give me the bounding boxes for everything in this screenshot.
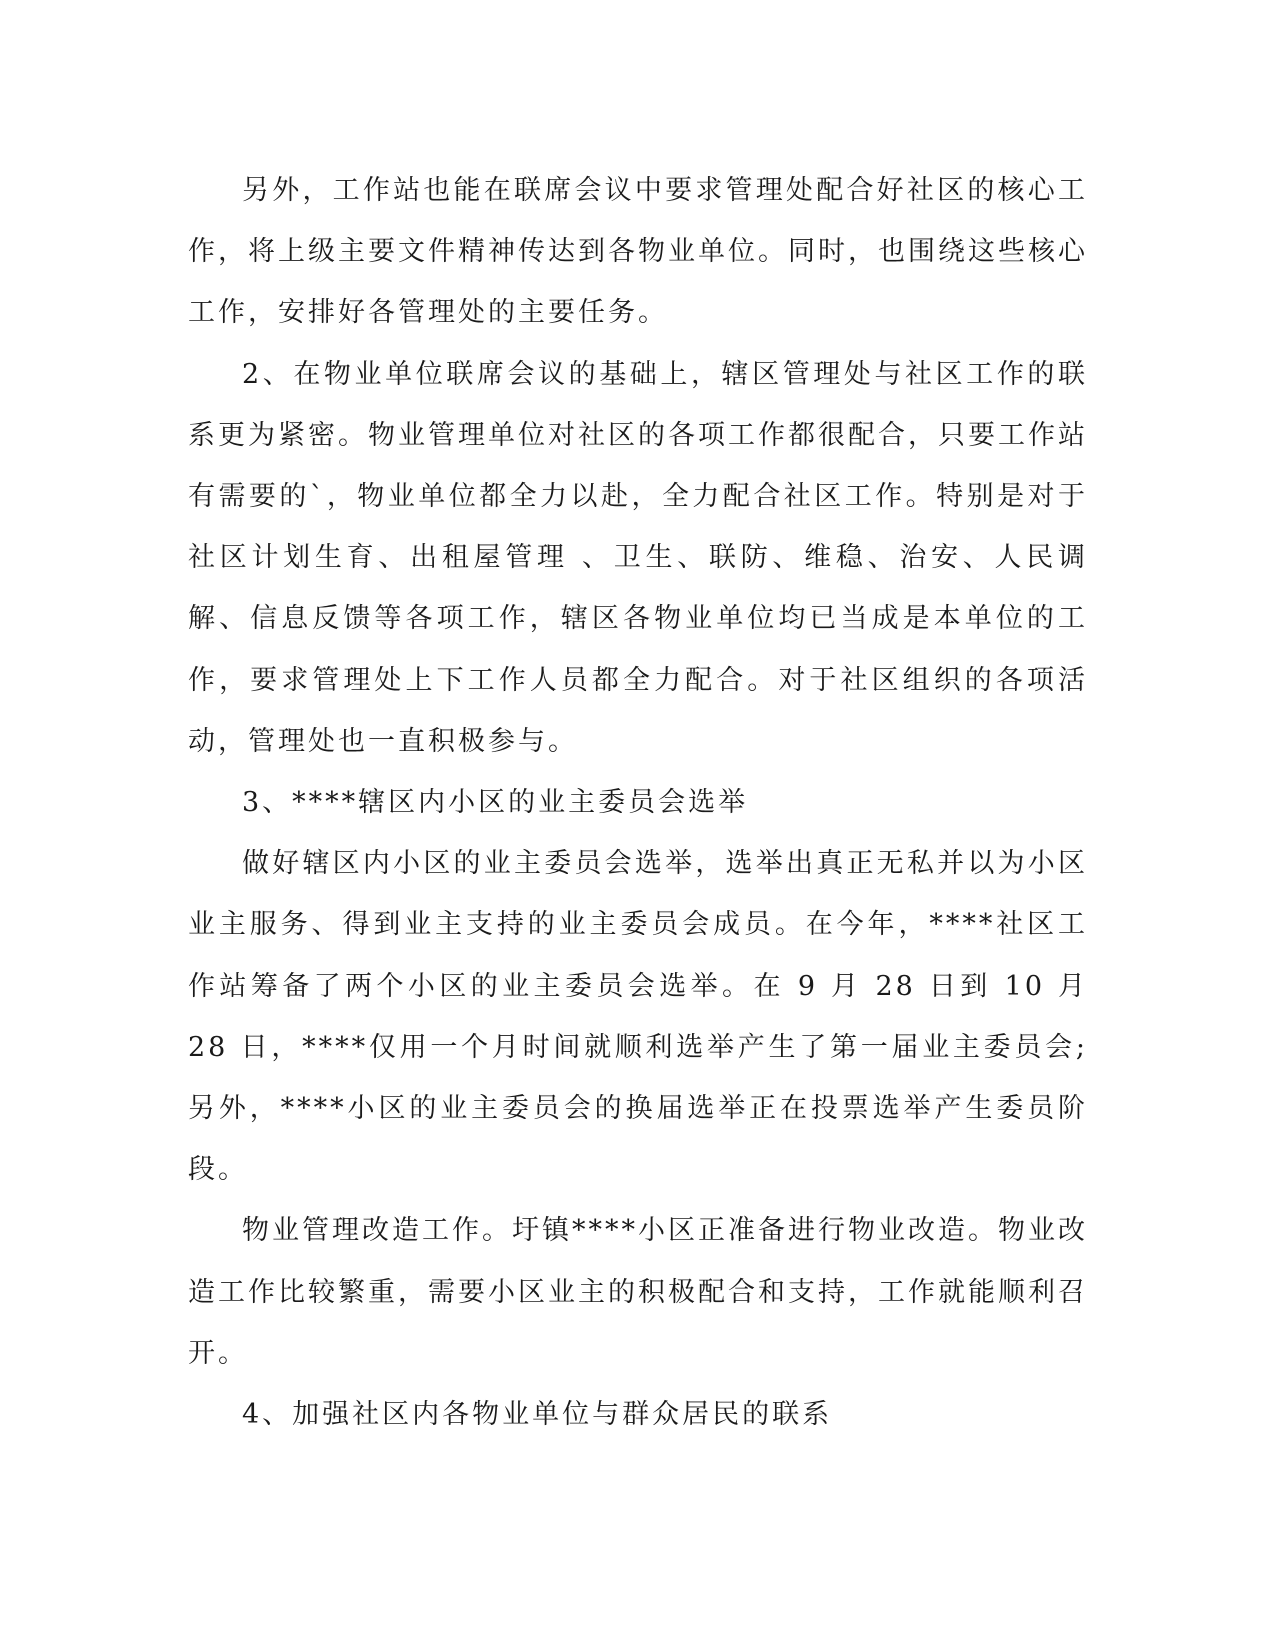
heading-section-4: 4、加强社区内各物业单位与群众居民的联系 <box>242 1399 833 1431</box>
paragraph-joint-meeting: 另外，工作站也能在联席会议中要求管理处配合好社区的核心工作，将上级主要文件精神传达到各物业单位。同时，也围绕这些核心工作，安排好各管理处的主要任务。 <box>188 175 1088 329</box>
paragraph-property-renovation: 物业管理改造工作。圩镇****小区正准备进行物业改造。物业改造工作比较繁重，需要小区业主的积极配合和支持，工作就能顺利召开。 <box>188 1215 1088 1369</box>
heading-section-3: 3、****辖区内小区的业主委员会选举 <box>242 787 749 819</box>
document-body <box>188 160 1088 1445</box>
paragraph-owners-committee: 做好辖区内小区的业主委员会选举，选举出真正无私并以为小区业主服务、得到业主支持的业主委员会成员。在今年，****社区工作站筹备了两个小区的业主委员会选举。在 9 月 28 日到 10 月 28 日，****仅用一个月时间就顺利选举产生了第一届业主委员会;另外，****小区的业主委员会的换届选举正在投票选举产生委员阶段。 <box>188 848 1088 1186</box>
paragraph-section-2: 2、在物业单位联席会议的基础上，辖区管理处与社区工作的联系更为紧密。物业管理单位对社区的各项工作都很配合，只要工作站有需要的`，物业单位都全力以赴，全力配合社区工作。特别是对于社区计划生育、出租屋管理 、卫生、联防、维稳、治安、人民调解、信息反馈等各项工作，辖区各物业单位均已当成是本单位的工作，要求管理处上下工作人员都全力配合。对于社区组织的各项活动，管理处也一直积极参与。 <box>188 358 1088 757</box>
